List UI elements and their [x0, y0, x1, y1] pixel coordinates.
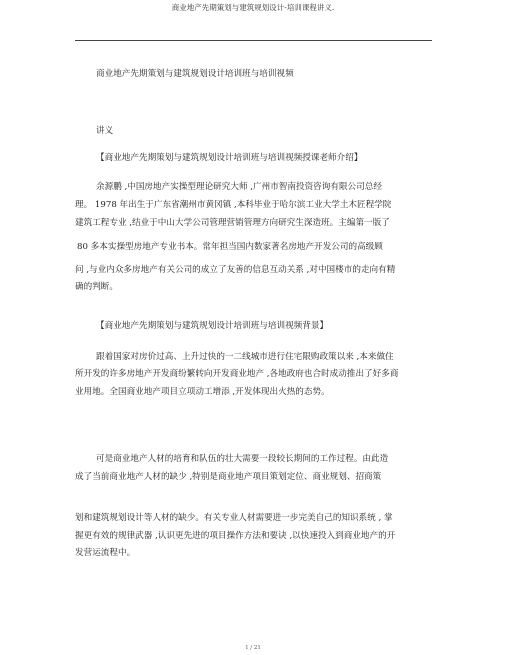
page-number: 1 / 21 — [245, 645, 261, 651]
header-rule — [75, 40, 432, 41]
background-paragraph-line: 划和建筑规划设计等人材的缺少。有关专业人材需要进一步完美自己的知识系统 , 掌 — [75, 513, 393, 523]
background-paragraph-line: 握更有效的规律武器 ,认识更先进的项目操作方法和要诀 ,以快速投入到商业地产的开 — [75, 531, 396, 541]
teacher-paragraph-line: 余源鹏 ,中国房地产实操型理论研究大师 ,广州市智南投资咨询有限公司总经 — [96, 182, 382, 192]
teacher-paragraph-line: 确的判断。 — [75, 282, 118, 292]
background-paragraph-line: 跟着国家对房价过高、上升过快的一二线城市进行住宅限购政策以来 ,本来做住 — [96, 352, 394, 362]
background-paragraph-line: 发营运流程中。 — [75, 548, 136, 558]
background-paragraph-line: 所开发的许多房地产开发商纷繁转向开发商业地产 ,各地政府也合时成动推出了好多商 — [75, 369, 399, 379]
background-paragraph-line: 成了当前商业地产人材的缺少 ,特别是商业地产项目策划定位、商业规划、招商策 — [75, 472, 382, 482]
background-paragraph-line: 可是商业地产人材的培育和队伍的壮大需要一段较长期间的工作过程。由此造 — [96, 454, 389, 464]
background-paragraph-line: 业用地。全国商业地产项目立项动工增添 ,开发体现出火热的态势。 — [75, 387, 330, 397]
running-header: 商业地产先期策划与建筑规划设计-培训课程讲义. — [171, 3, 335, 12]
document-title: 商业地产先期策划与建筑规划设计培训班与培训视频 — [96, 69, 294, 79]
teacher-heading: 【商业地产先期策划与建筑规划设计培训班与培训视频授课老师介绍】 — [96, 153, 363, 163]
teacher-paragraph-line: 80 多本实操型房地产专业书本。常年担当国内数家著名房地产开发公司的高级顾 — [77, 242, 383, 252]
teacher-paragraph-line: 理。 1978 年出生于广东省潮州市黄冈镇 ,本科毕业于哈尔滨工业大学土木匠程学院 — [75, 200, 392, 210]
section-label: 讲义 — [96, 126, 114, 136]
teacher-paragraph-line: 建筑工程专业 ,结业于中山大学公司管理营销管理方向研究生深造班。主编第一版了 — [75, 218, 390, 228]
background-heading: 【商业地产先期策划与建筑规划设计培训班与培训视频背景】 — [96, 321, 329, 331]
teacher-paragraph-line: 问 ,与业内众多房地产有关公司的成立了友善的信息互动关系 ,对中国楼市的走向有精 — [75, 265, 396, 275]
